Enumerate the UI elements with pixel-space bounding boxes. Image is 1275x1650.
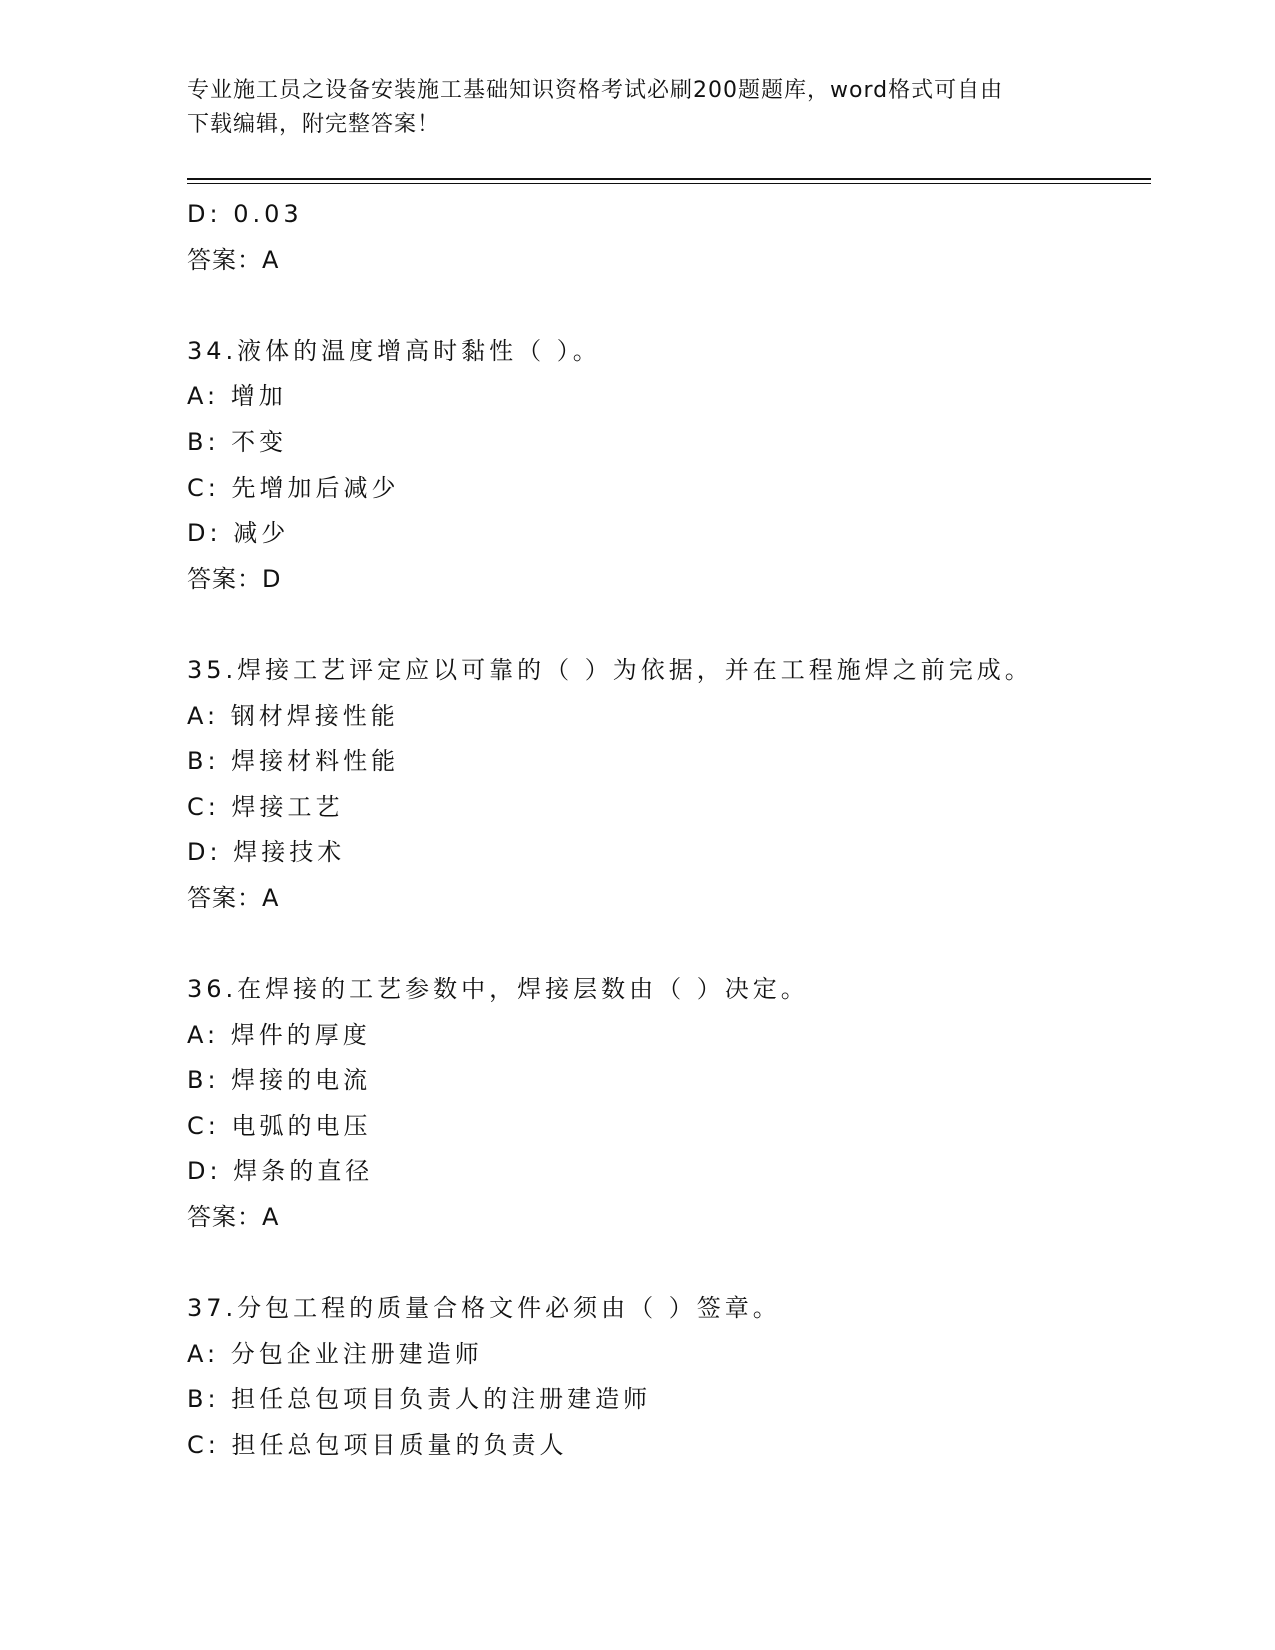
option-a: A: 焊件的厚度 (187, 1020, 371, 1049)
answer-line: 答案：D (187, 564, 282, 593)
option-d: D: 焊条的直径 (187, 1157, 374, 1186)
answer-line: 答案：A (187, 1203, 280, 1232)
option-b: B: 焊接材料性能 (187, 747, 400, 776)
question-stem: 35.焊接工艺评定应以可靠的（ ）为依据，并在工程施焊之前完成。 (187, 655, 1033, 684)
option-a: A: 增加 (187, 382, 287, 411)
option-d: D: 减少 (187, 519, 290, 548)
option-d: D: 0.03 (187, 200, 303, 228)
question-37 (187, 1286, 1151, 1468)
option-c: C: 焊接工艺 (187, 792, 344, 821)
header-divider-thick (187, 178, 1151, 180)
answer-line: 答案：A (187, 245, 280, 274)
option-a: A: 钢材焊接性能 (187, 701, 399, 730)
option-b: B: 担任总包项目负责人的注册建造师 (187, 1385, 652, 1414)
question-stem: 36.在焊接的工艺参数中，焊接层数由（ ）决定。 (187, 975, 809, 1004)
question-36 (187, 967, 1151, 1241)
question-list (187, 192, 1151, 1469)
option-a: A: 分包企业注册建造师 (187, 1339, 483, 1368)
option-d: D: 焊接技术 (187, 838, 346, 867)
document-header (187, 74, 1087, 142)
answer-line: 答案：A (187, 883, 280, 912)
question-34 (187, 329, 1151, 603)
header-divider-thin (187, 183, 1151, 184)
question-35 (187, 648, 1151, 922)
header-title-line-1: 专业施工员之设备安装施工基础知识资格考试必刷200题题库，word格式可自由 (187, 78, 1004, 103)
option-c: C: 先增加后减少 (187, 473, 400, 502)
option-c: C: 电弧的电压 (187, 1111, 372, 1140)
question-stem: 34.液体的温度增高时黏性（ ）。 (187, 336, 601, 365)
option-b: B: 焊接的电流 (187, 1066, 372, 1095)
question-33-carryover (187, 192, 1151, 283)
option-c: C: 担任总包项目质量的负责人 (187, 1431, 568, 1460)
option-b: B: 不变 (187, 427, 288, 456)
question-stem: 37.分包工程的质量合格文件必须由（ ）签章。 (187, 1294, 781, 1323)
header-title-line-2: 下载编辑，附完整答案！ (187, 112, 441, 137)
